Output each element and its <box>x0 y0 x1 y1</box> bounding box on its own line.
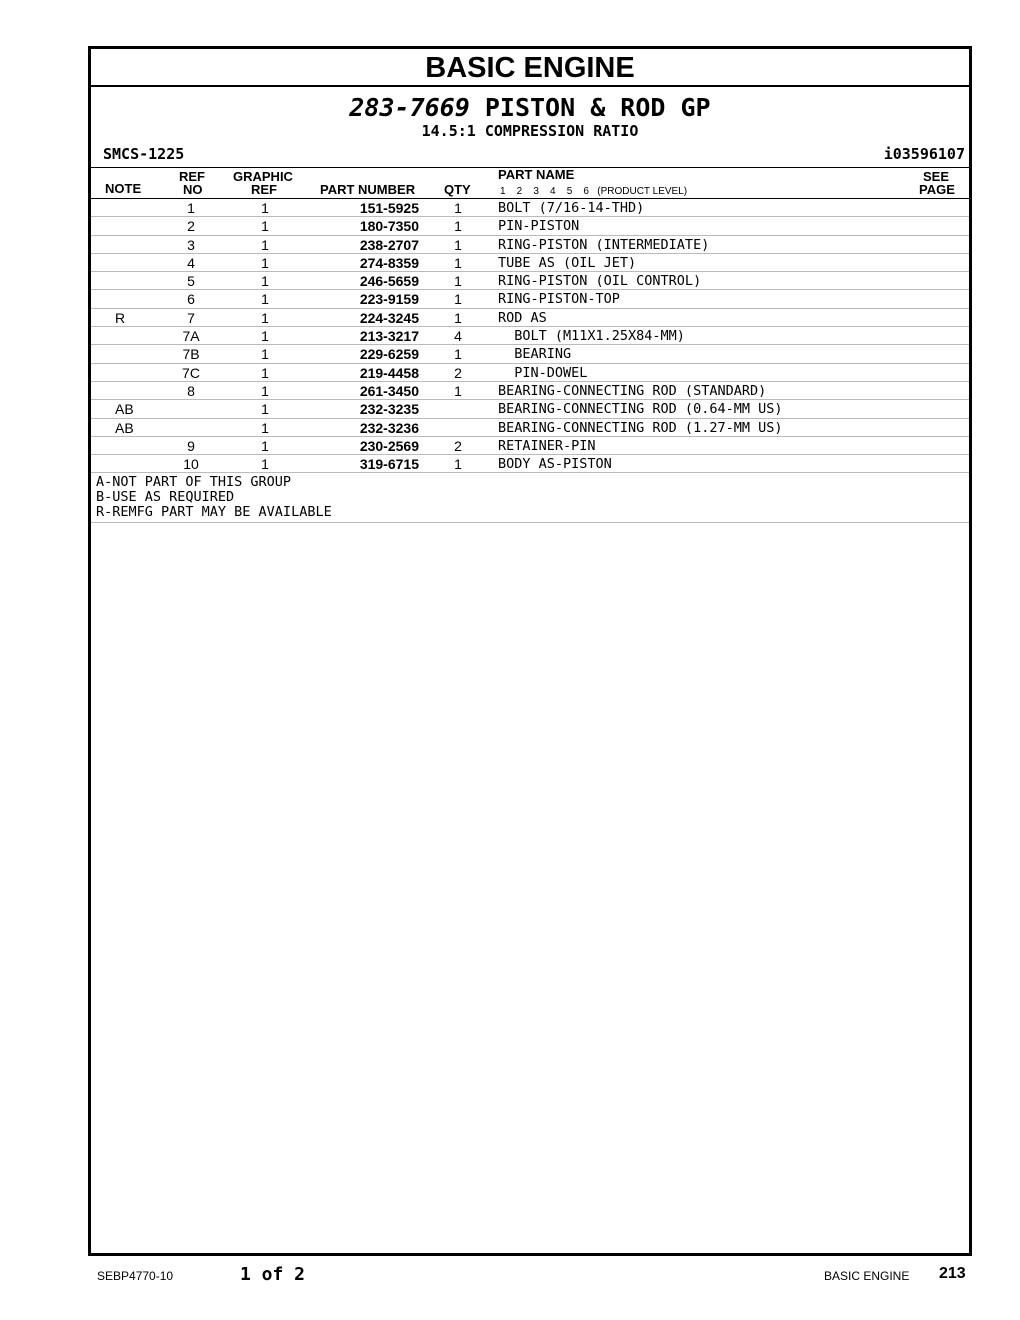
col-part-name: PART NAME <box>498 167 575 182</box>
row-part-name: PIN-PISTON <box>498 218 580 235</box>
row-ref-no: 7A <box>182 328 200 345</box>
page-of: 1 of 2 <box>240 1264 306 1285</box>
row-graphic-ref: 1 <box>261 364 269 381</box>
row-part-name: RING-PISTON (INTERMEDIATE) <box>498 236 710 253</box>
row-graphic-ref: 1 <box>261 218 269 235</box>
document-number: SEBP4770-10 <box>97 1269 174 1283</box>
row-ref-no: 4 <box>187 254 195 271</box>
group-title <box>91 93 969 123</box>
note-line: B-USE AS REQUIRED <box>96 489 235 506</box>
row-graphic-ref: 1 <box>261 419 269 436</box>
row-part-name: BEARING-CONNECTING ROD (0.64-MM US) <box>498 401 783 418</box>
row-part-name: BEARING-CONNECTING ROD (1.27-MM US) <box>498 419 783 436</box>
row-qty: 1 <box>454 309 462 326</box>
row-part-number[interactable]: 232-3236 <box>359 419 419 436</box>
row-ref-no: 5 <box>187 273 195 290</box>
row-ref-no: 2 <box>187 218 195 235</box>
page-footer <box>0 1264 1020 1290</box>
col-ref-line1: REF <box>179 169 205 184</box>
col-ref-line2: NO <box>183 182 203 197</box>
row-part-name: BEARING <box>498 346 572 363</box>
row-graphic-ref: 1 <box>261 401 269 418</box>
row-qty: 1 <box>454 254 462 271</box>
col-qty: QTY <box>444 182 471 197</box>
row-part-name: PIN-DOWEL <box>498 364 588 381</box>
table-row <box>91 364 969 382</box>
note-line: R-REMFG PART MAY BE AVAILABLE <box>96 504 332 521</box>
col-see-line1: SEE <box>923 169 950 184</box>
row-part-number[interactable]: 246-5659 <box>359 273 419 290</box>
smcs-code: SMCS-1225 <box>103 145 185 163</box>
row-part-number[interactable]: 319-6715 <box>359 456 419 473</box>
row-ref-no: 10 <box>183 456 199 473</box>
row-graphic-ref: 1 <box>261 437 269 454</box>
row-ref-no: 7B <box>182 346 200 363</box>
row-qty: 1 <box>454 218 462 235</box>
row-ref-no: 6 <box>187 291 195 308</box>
table-row <box>91 254 969 272</box>
row-graphic-ref: 1 <box>261 254 269 271</box>
table-row <box>91 400 969 418</box>
row-graphic-ref: 1 <box>261 346 269 363</box>
parts-table-body <box>91 199 969 473</box>
row-qty: 1 <box>454 236 462 253</box>
col-see-line2: PAGE <box>919 182 955 197</box>
table-row <box>91 437 969 455</box>
row-ref-no: 9 <box>187 437 195 454</box>
col-part-number: PART NUMBER <box>320 182 416 197</box>
row-qty: 2 <box>454 364 462 381</box>
col-graphic-line2: REF <box>251 182 277 197</box>
row-part-number[interactable]: 274-8359 <box>359 254 419 271</box>
notes-block <box>91 473 969 523</box>
group-part-number[interactable]: 283-7669 <box>349 93 470 122</box>
row-note: R <box>115 309 126 326</box>
illustration-id: i03596107 <box>883 145 965 163</box>
table-row <box>91 419 969 437</box>
row-part-number[interactable]: 229-6259 <box>359 346 419 363</box>
table-row <box>91 217 969 235</box>
row-part-name: RING-PISTON (OIL CONTROL) <box>498 273 702 290</box>
row-ref-no: 8 <box>187 382 195 399</box>
row-part-name: BOLT (M11X1.25X84-MM) <box>498 328 685 345</box>
row-part-number[interactable]: 238-2707 <box>359 236 419 253</box>
row-part-name: ROD AS <box>498 309 547 326</box>
row-graphic-ref: 1 <box>261 309 269 326</box>
parts-page-frame <box>88 46 972 1256</box>
row-part-number[interactable]: 213-3217 <box>359 328 419 345</box>
row-part-name: BODY AS-PISTON <box>498 456 612 473</box>
row-qty: 1 <box>454 273 462 290</box>
table-header <box>91 168 969 199</box>
col-graphic-line1: GRAPHIC <box>233 169 293 184</box>
row-qty: 1 <box>454 456 462 473</box>
row-part-name: BOLT (7/16-14-THD) <box>498 200 645 216</box>
table-row <box>91 327 969 345</box>
table-row <box>91 290 969 308</box>
row-qty: 2 <box>454 437 462 454</box>
smcs-row <box>91 143 969 168</box>
group-subtitle: 14.5:1 COMPRESSION RATIO <box>421 122 639 140</box>
row-note: AB <box>115 419 134 436</box>
footer-section: BASIC ENGINE <box>824 1269 910 1283</box>
row-part-number[interactable]: 261-3450 <box>359 382 419 399</box>
row-part-name: BEARING-CONNECTING ROD (STANDARD) <box>498 382 767 399</box>
row-graphic-ref: 1 <box>261 291 269 308</box>
page-number: 213 <box>939 1265 966 1282</box>
table-row <box>91 272 969 290</box>
row-graphic-ref: 1 <box>261 236 269 253</box>
row-note: AB <box>115 401 134 418</box>
row-part-number[interactable]: 230-2569 <box>359 437 419 454</box>
col-product-levels: 1 2 3 4 5 6 (PRODUCT LEVEL) <box>500 186 688 197</box>
row-graphic-ref: 1 <box>261 456 269 473</box>
note-line: A-NOT PART OF THIS GROUP <box>96 474 292 491</box>
group-name: PISTON & ROD GP <box>484 93 711 122</box>
row-part-number[interactable]: 219-4458 <box>359 364 419 381</box>
table-row <box>91 345 969 363</box>
row-part-number[interactable]: 223-9159 <box>359 291 419 308</box>
table-row <box>91 455 969 473</box>
table-row <box>91 199 969 217</box>
table-row <box>91 236 969 254</box>
section-title: BASIC ENGINE <box>91 49 969 87</box>
row-part-number[interactable]: 232-3235 <box>359 401 419 418</box>
col-note: NOTE <box>105 181 142 196</box>
row-graphic-ref: 1 <box>261 382 269 399</box>
row-qty: 1 <box>454 291 462 308</box>
row-qty: 1 <box>454 200 462 216</box>
row-graphic-ref: 1 <box>261 200 269 216</box>
row-qty: 4 <box>454 328 462 345</box>
row-ref-no: 7C <box>182 364 200 381</box>
table-row <box>91 382 969 400</box>
table-row <box>91 309 969 327</box>
row-graphic-ref: 1 <box>261 328 269 345</box>
row-part-name: RETAINER-PIN <box>498 437 596 454</box>
row-ref-no: 1 <box>187 200 195 216</box>
row-part-number[interactable]: 224-3245 <box>359 309 419 326</box>
row-graphic-ref: 1 <box>261 273 269 290</box>
row-ref-no: 3 <box>187 236 195 253</box>
row-part-number[interactable]: 151-5925 <box>359 200 419 216</box>
row-part-number[interactable]: 180-7350 <box>359 218 419 235</box>
row-part-name: RING-PISTON-TOP <box>498 291 620 308</box>
row-part-name: TUBE AS (OIL JET) <box>498 254 637 271</box>
row-qty: 1 <box>454 346 462 363</box>
row-qty: 1 <box>454 382 462 399</box>
row-ref-no: 7 <box>187 309 195 326</box>
